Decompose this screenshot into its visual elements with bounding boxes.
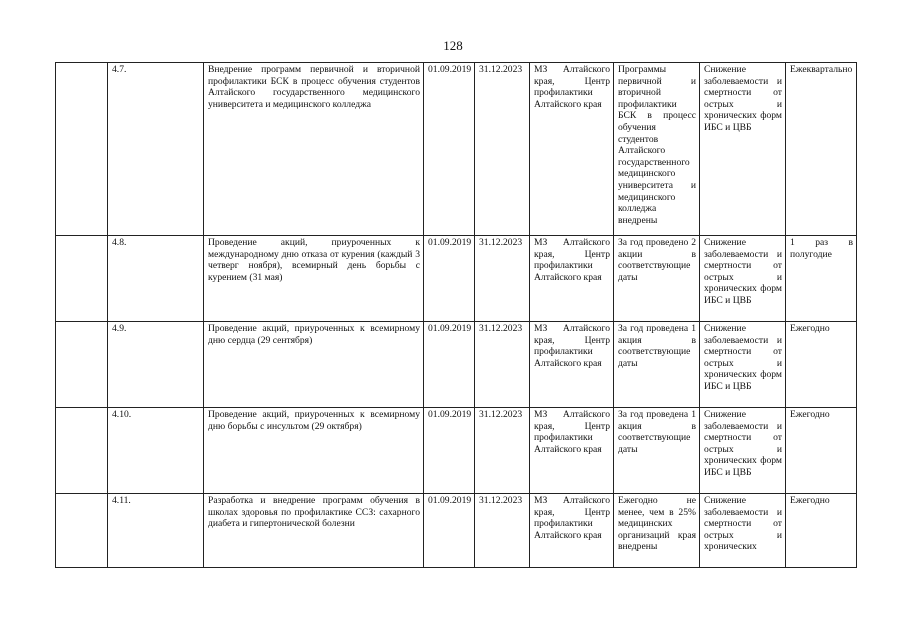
row-number: 4.10. [112,409,132,420]
frequency: Ежегодно [790,495,830,506]
table-row [56,408,857,494]
end-date: 31.12.2023 [479,409,523,420]
target-effect: Снижение заболеваемости и смертности от острых и хронических форм ИБС и ЦВБ [704,237,782,306]
expected-result: Программы первичной и вторичной профилактики БСК в процесс обучения студентов Алтайского государственного медицинского университета и медицинского колледжа внедрены [618,64,696,226]
expected-result: За год проведено 2 акции в соответствующие даты [618,237,696,283]
target-effect: Снижение заболеваемости и смертности от острых и хронических [704,495,782,553]
table-row [56,63,857,236]
target-effect: Снижение заболеваемости и смертности от острых и хронических форм ИБС и ЦВБ [704,409,782,478]
row-number: 4.9. [112,323,127,334]
frequency: 1 раз в полугодие [790,237,853,260]
start-date: 01.09.2019 [428,237,471,248]
row-number: 4.7. [112,64,127,75]
activity-name: Разработка и внедрение программ обучения в школах здоровья по профилактике ССЗ: сахарного диабета и гипертонической болезни [208,495,420,530]
responsible-executor: МЗ Алтайского края, Центр профилактики Алтайского края [534,64,610,110]
start-date: 01.09.2019 [428,323,471,334]
start-date: 01.09.2019 [428,495,471,506]
frequency: Ежеквартально [790,64,853,75]
end-date: 31.12.2023 [479,237,523,248]
table-row [56,494,857,568]
table-row [56,236,857,322]
activity-name: Проведение акций, приуроченных к международному дню отказа от курения (каждый 3 четверг ноября), всемирный день борьбы с курением (31 мая) [208,237,420,283]
target-effect: Снижение заболеваемости и смертности от острых и хронических форм ИБС и ЦВБ [704,323,782,392]
activity-name: Проведение акций, приуроченных к всемирному дню борьбы с инсультом (29 октября) [208,409,420,432]
end-date: 31.12.2023 [479,495,523,506]
activity-name: Проведение акций, приуроченных к всемирному дню сердца (29 сентября) [208,323,420,346]
end-date: 31.12.2023 [479,323,523,334]
target-effect: Снижение заболеваемости и смертности от острых и хронических форм ИБС и ЦВБ [704,64,782,133]
start-date: 01.09.2019 [428,409,471,420]
page-number: 128 [443,38,463,53]
expected-result: За год проведена 1 акция в соответствующие даты [618,323,696,369]
responsible-executor: МЗ Алтайского края, Центр профилактики Алтайского края [534,237,610,283]
activity-name: Внедрение программ первичной и вторичной профилактики БСК в процесс обучения студентов Алтайского государственного медицинского университета и медицинского колледжа [208,64,420,110]
start-date: 01.09.2019 [428,64,471,75]
expected-result: За год проведена 1 акция в соответствующие даты [618,409,696,455]
row-number: 4.8. [112,237,127,248]
activity-plan-table [55,62,857,568]
frequency: Ежегодно [790,409,830,420]
table-row [56,322,857,408]
responsible-executor: МЗ Алтайского края, Центр профилактики Алтайского края [534,323,610,369]
frequency: Ежегодно [790,323,830,334]
responsible-executor: МЗ Алтайского края, Центр профилактики Алтайского края [534,409,610,455]
responsible-executor: МЗ Алтайского края, Центр профилактики Алтайского края [534,495,610,541]
end-date: 31.12.2023 [479,64,523,75]
row-number: 4.11. [112,495,131,506]
expected-result: Ежегодно не менее, чем в 25% медицинских организаций края внедрены [618,495,696,553]
